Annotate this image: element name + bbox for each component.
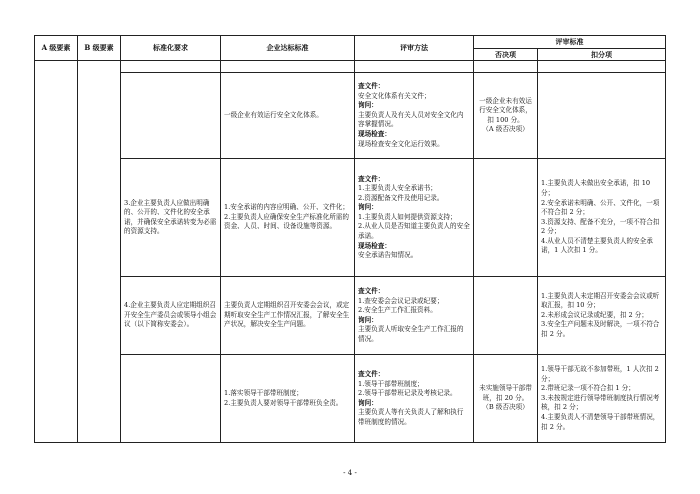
standard-cell [121,73,221,159]
line: 2.未形成会议记录或纪要，扣 2 分； [541,310,648,319]
header-b-level: B 级要素 [78,36,121,61]
line: 1.领导干部带班制度； [358,379,424,388]
line: （A 级否决项） [482,125,529,134]
table-row [35,73,666,159]
deduct-cell [538,355,666,443]
veto-cell [474,355,538,443]
blank-cell [474,61,538,73]
line: 1.主要负责人未做出安全承诺，扣 10 分； [541,179,651,197]
line: 查文件： [358,174,385,183]
table-row [35,159,666,277]
blank-row [35,61,666,73]
line: 1.主要负责人安全承诺书； [358,184,437,193]
line: 一级企业未有效运行安全文化体系，扣 100 分。 [479,96,532,124]
line: 3.资源支持、配备不充分，一项不符合扣 2 分； [541,217,660,236]
line: 4.从业人员不清楚主要负责人的安全承诺，1 人次扣 1 分。 [541,236,653,255]
standard-cell: 3.企业主要负责人应做出明确的、公开的、文件化的安全承诺，并确保安全承诺转变为必需的资源支持。 [121,159,221,277]
line: 主要负责人定期组织召开安委会会议，或定期听取安全生产工作情况汇报，了解安全生产状况，解决安全生产问题。 [224,301,350,329]
enterprise-standard-cell [221,277,355,355]
veto-cell [474,159,538,277]
line: 询问： [358,101,378,110]
line: 1.查安委会会议记录或纪要； [358,296,444,305]
enterprise-standard-cell [221,355,355,443]
line: 现场检查： [358,241,391,250]
blank-cell [538,61,666,73]
veto-cell [474,277,538,355]
table-row [35,355,666,443]
line: 询问： [358,203,378,212]
line: 现场检查： [358,130,391,139]
line: 3.安全生产问题未及时解决，一项不符合扣 2 分。 [541,320,660,339]
blank-cell [221,61,355,73]
line: 3.未按规定进行领导带班制度执行情况考核，扣 2 分； [541,393,660,412]
line: 查文件： [358,82,385,91]
line: 1.领导干部无故不参加带班，1 人次扣 2 分； [541,365,659,383]
line: 安全文化体系有关文件； [358,91,431,100]
enterprise-standard-cell [221,159,355,277]
line: 2.带班记录一项不符合扣 1 分； [541,384,635,393]
header-review-method: 评审方法 [355,36,474,61]
line: （B 级否决项） [482,403,529,412]
line: 安全承诺告知情况。 [358,251,418,260]
line: 询问： [358,398,378,407]
header-enterprise-standard: 企业达标标准 [221,36,355,61]
review-method-cell [355,73,474,159]
header-standard: 标准化要求 [121,36,221,61]
line: 2.安全承诺未明确、公开、文件化，一项不符合扣 2 分； [541,198,660,217]
line: 查文件： [358,286,385,295]
line: 2.资源配备文件及使用记录。 [358,193,444,202]
deduct-cell [538,277,666,355]
b-level-cell [78,61,121,443]
line: 一级企业有效运行安全文化体系。 [224,110,323,119]
blank-cell [355,61,474,73]
review-method-cell [355,355,474,443]
header-row [35,36,666,49]
blank-cell [121,61,221,73]
line: 主要负责人听取安全生产工作汇报的情况。 [358,325,464,343]
line: 2.主要负责人应确保安全生产标准化所需的资金、人员、时间、设备设施等资源。 [224,212,349,231]
line: 4.主要负责人不清楚领导干部带班情况，扣 2 分。 [541,413,660,431]
enterprise-standard-cell [221,73,355,159]
line: 2.安全生产工作汇报资料。 [358,306,437,315]
standard-cell [121,355,221,443]
a-level-cell [35,61,78,443]
line: 询问： [358,315,378,324]
review-method-cell [355,277,474,355]
deduct-cell [538,73,666,159]
page-number: - 4 - [343,469,357,477]
header-a-level: A 级要素 [35,36,78,61]
line: 2.从业人员是否知道主要负责人的安全承诺。 [358,222,470,241]
line: 2.领导干部带班记录及考核记录。 [358,389,457,398]
veto-cell [474,73,538,159]
table-row [35,277,666,355]
line: 主要负责人等有关负责人了解和执行带班制度的情况。 [358,408,464,426]
line: 2.主要负责人要对领导干部带班负全责。 [224,398,343,407]
review-method-cell [355,159,474,277]
standards-table [34,35,666,443]
line: 1.安全承诺的内容应明确、公开、文件化； [224,203,349,212]
line: 1.主要负责人如何提供资源支持； [358,212,457,221]
header-deduct: 扣分项 [538,48,666,61]
line: 主要负责人及有关人员对安全文化内容掌握情况。 [358,110,464,129]
line: 现场检查安全文化运行效果。 [358,139,444,148]
line: 未实施领导干部带班，扣 20 分。 [479,384,532,402]
header-veto: 否决项 [474,48,538,61]
line: 查文件： [358,369,385,378]
deduct-cell [538,159,666,277]
line: 1.主要负责人未定期召开安委会会议或听取汇报，扣 10 分； [541,291,660,310]
standard-cell: 4.企业主要负责人应定期组织召开安全生产委员会或领导小组会议（以下简称安委会）。 [121,277,221,355]
line: 1.落实领导干部带班制度； [224,389,303,398]
header-review-criteria: 评审标准 [474,36,666,49]
